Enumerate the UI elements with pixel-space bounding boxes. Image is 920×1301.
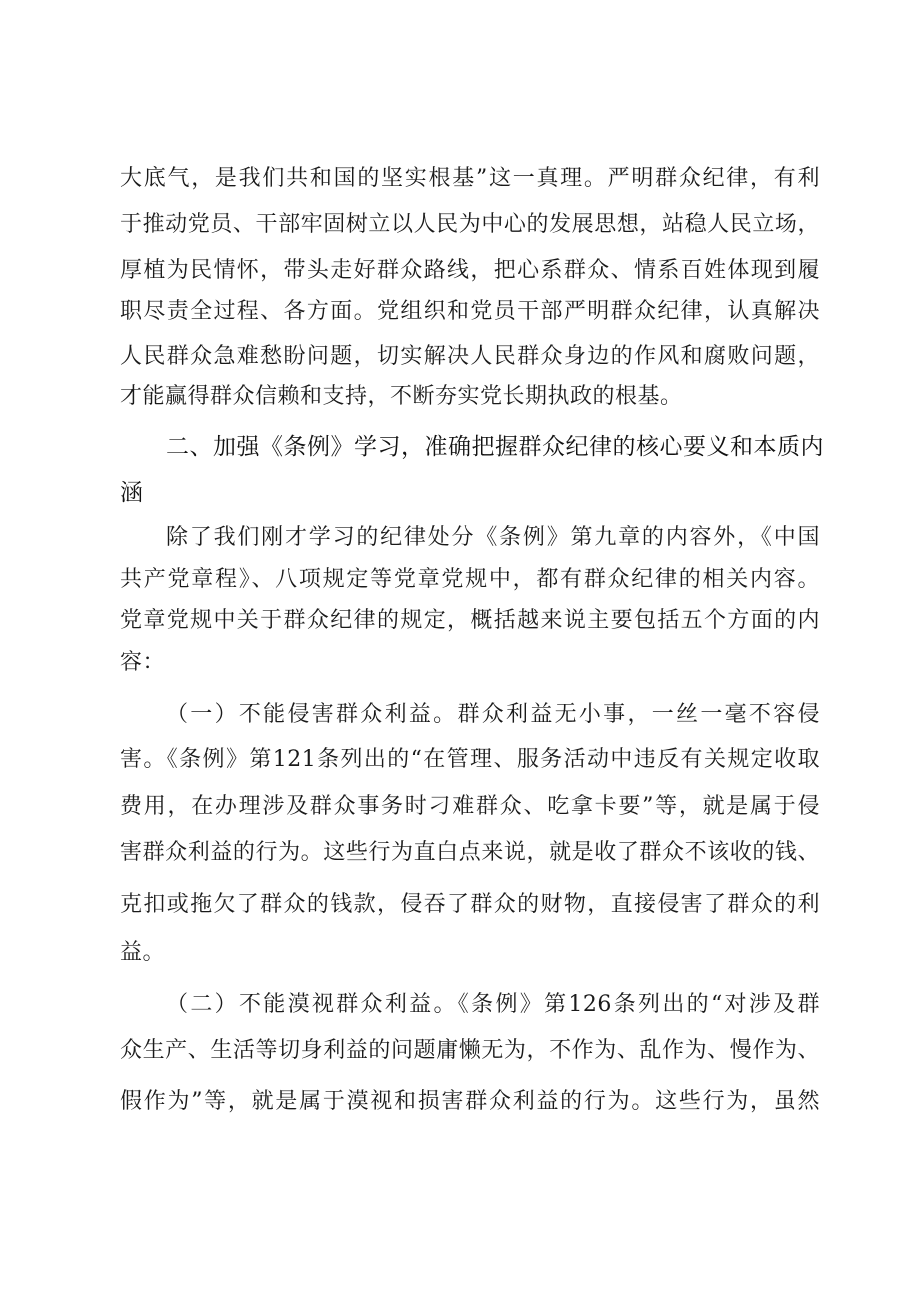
text-line: 害群众利益的行为。这些行为直白点来说，就是收了群众不该收的钱、 — [120, 840, 820, 865]
text-line: 厚植为民情怀，带头走好群众路线，把心系群众、情系百姓体现到履 — [120, 258, 820, 283]
text-line: 费用，在办理涉及群众事务时刁难群众、吃拿卡要”等，就是属于侵 — [120, 794, 820, 819]
text-line: 害。《条例》第121条列出的“在管理、服务活动中违反有关规定收取 — [120, 747, 820, 772]
text-line: 益。 — [120, 940, 166, 965]
text-line: 众生产、生活等切身利益的问题庸懒无为，不作为、乱作为、慢作为、 — [120, 1038, 820, 1063]
text-line: 人民群众急难愁盼问题，切实解决人民群众身边的作风和腐败问题， — [120, 344, 820, 369]
text-line: （二）不能漠视群众利益。《条例》第126条列出的“对涉及群 — [166, 992, 820, 1017]
text-line: 除了我们刚才学习的纪律处分《条例》第九章的内容外，《中国 — [166, 525, 820, 550]
text-line: 才能赢得群众信赖和支持，不断夯实党长期执政的根基。 — [120, 384, 683, 409]
text-line: 假作为”等，就是属于漠视和损害群众利益的行为。这些行为，虽然 — [120, 1089, 820, 1114]
text-line: 党章党规中关于群众纪律的规定，概括越来说主要包括五个方面的内 — [120, 608, 820, 633]
text-line: 克扣或拖欠了群众的钱款，侵吞了群众的财物，直接侵害了群众的利 — [120, 892, 820, 917]
text-line: 职尽责全过程、各方面。党组织和党员干部严明群众纪律，认真解决 — [120, 299, 820, 324]
heading-line: 涵 — [120, 480, 144, 506]
text-line: 容： — [120, 650, 166, 675]
text-line: 于推动党员、干部牢固树立以人民为中心的发展思想，站稳人民立场， — [120, 212, 820, 237]
text-line: 共产党章程》、八项规定等党章党规中，都有群众纪律的相关内容。 — [120, 567, 820, 592]
heading-line: 二、加强《条例》学习，准确把握群众纪律的核心要义和本质内 — [166, 434, 824, 460]
text-line: （一）不能侵害群众利益。群众利益无小事，一丝一毫不容侵 — [166, 702, 820, 727]
text-line: 大底气，是我们共和国的坚实根基”这一真理。严明群众纪律，有利 — [120, 166, 820, 191]
